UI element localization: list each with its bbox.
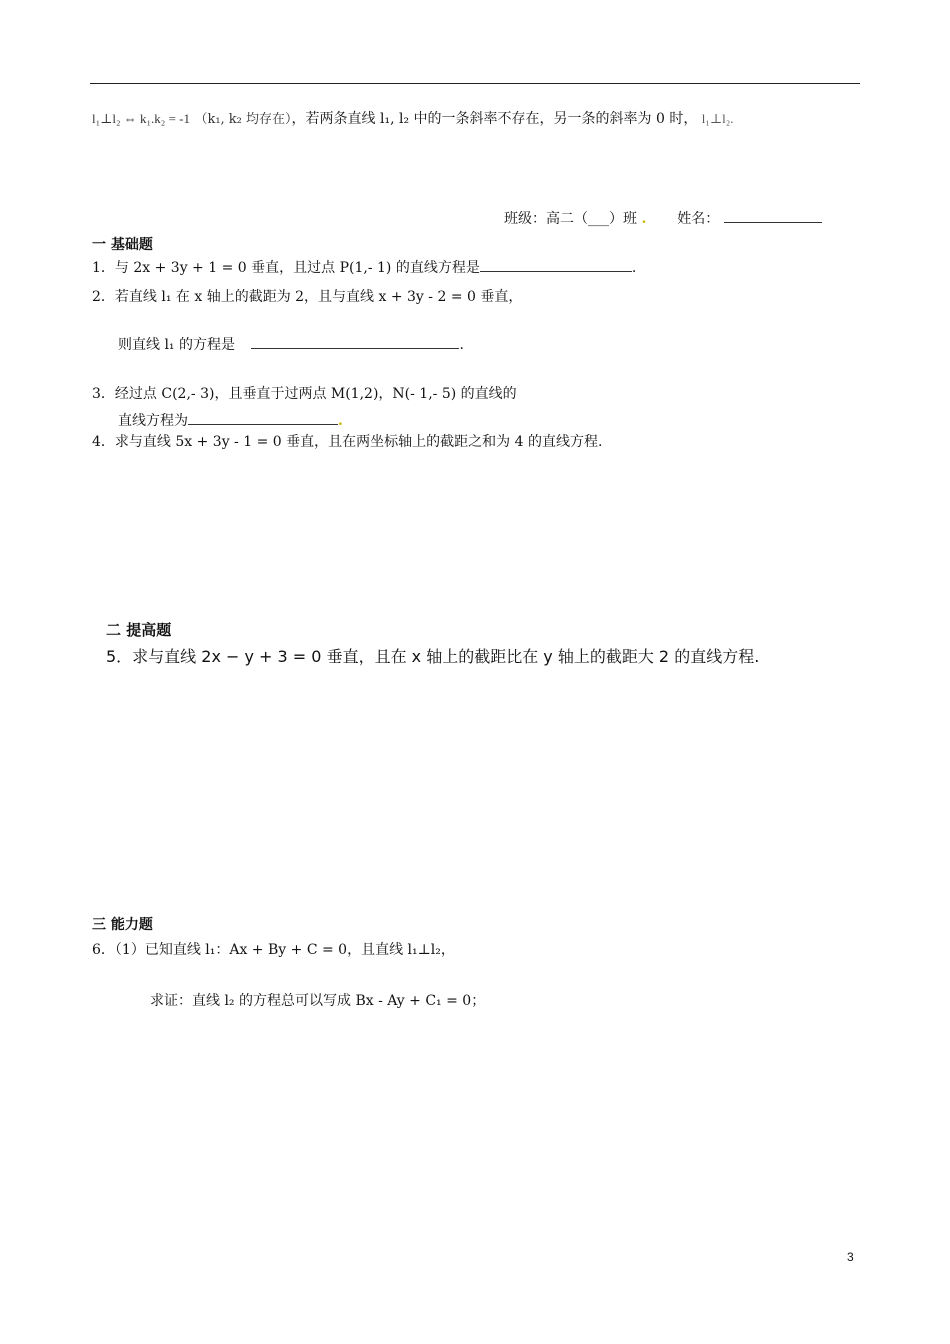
section3-title: 三 能力题 [92,917,153,933]
header-rule [90,83,860,84]
name-label: 姓名： [677,211,720,227]
question-3-line2 [118,410,343,430]
q2-text: 则直线 l₁ 的方程是 [118,337,235,353]
rule-text: ，若两条直线 l₁, l₂ 中的一条斜率不存在，另一条的斜率为 0 时， [291,111,698,127]
question-1: 1．与 2x + 3y + 1 = 0 垂直，且过点 P(1,- 1) 的直线方程是 . [92,257,636,277]
q3-answer-blank[interactable] [188,410,338,425]
q3-dot-mark: . [338,413,343,429]
question-2-line1: 2．若直线 l₁ 在 x 轴上的截距为 2，且与直线 x + 3y - 2 = 0 垂直， [92,289,523,305]
yellow-dot-mark: . [641,211,647,227]
rule-conclusion: l₁⊥l₂. [701,111,734,126]
rule-lhs: l₁⊥l₂ ⇔ k₁.k₂ = -1 [92,111,190,126]
question-4: 4．求与直线 5x + 3y - 1 = 0 垂直，且在两坐标轴上的截距之和为 4 的直线方程. [92,434,603,450]
question-5: 5．求与直线 2x − y + 3 = 0 垂直，且在 x 轴上的截距比在 y 轴上的截距大 2 的直线方程. [106,647,760,666]
class-label: 班级：高二（___）班 [504,211,637,227]
section1-title: 一 基础题 [92,237,153,253]
q1-text: 1．与 2x + 3y + 1 = 0 垂直，且过点 P(1,- 1) 的直线方程是 [92,260,480,276]
perpendicular-rule-line [92,108,734,128]
name-blank[interactable] [724,208,822,223]
q1-answer-blank[interactable] [480,257,632,272]
q2-answer-blank[interactable] [251,334,459,349]
student-info [504,208,822,228]
question-3-line1: 3．经过点 C(2,- 3)，且垂直于过两点 M(1,2)，N(- 1,- 5) 的直线的 [92,386,517,402]
page-number: 3 [847,1250,854,1264]
q3-text: 直线方程为 [118,413,188,429]
question-6-line1: 6．（1）已知直线 l₁：Ax + By + C = 0，且直线 l₁⊥l₂， [92,942,455,958]
question-2-line2: 则直线 l₁ 的方程是 . [118,334,464,354]
rule-paren-note: （k₁, k₂ 均存在） [194,112,292,127]
question-6-line2: 求证：直线 l₂ 的方程总可以写成 Bx - Ay + C₁ = 0； [150,993,486,1009]
section2-title: 二 提高题 [106,621,172,639]
